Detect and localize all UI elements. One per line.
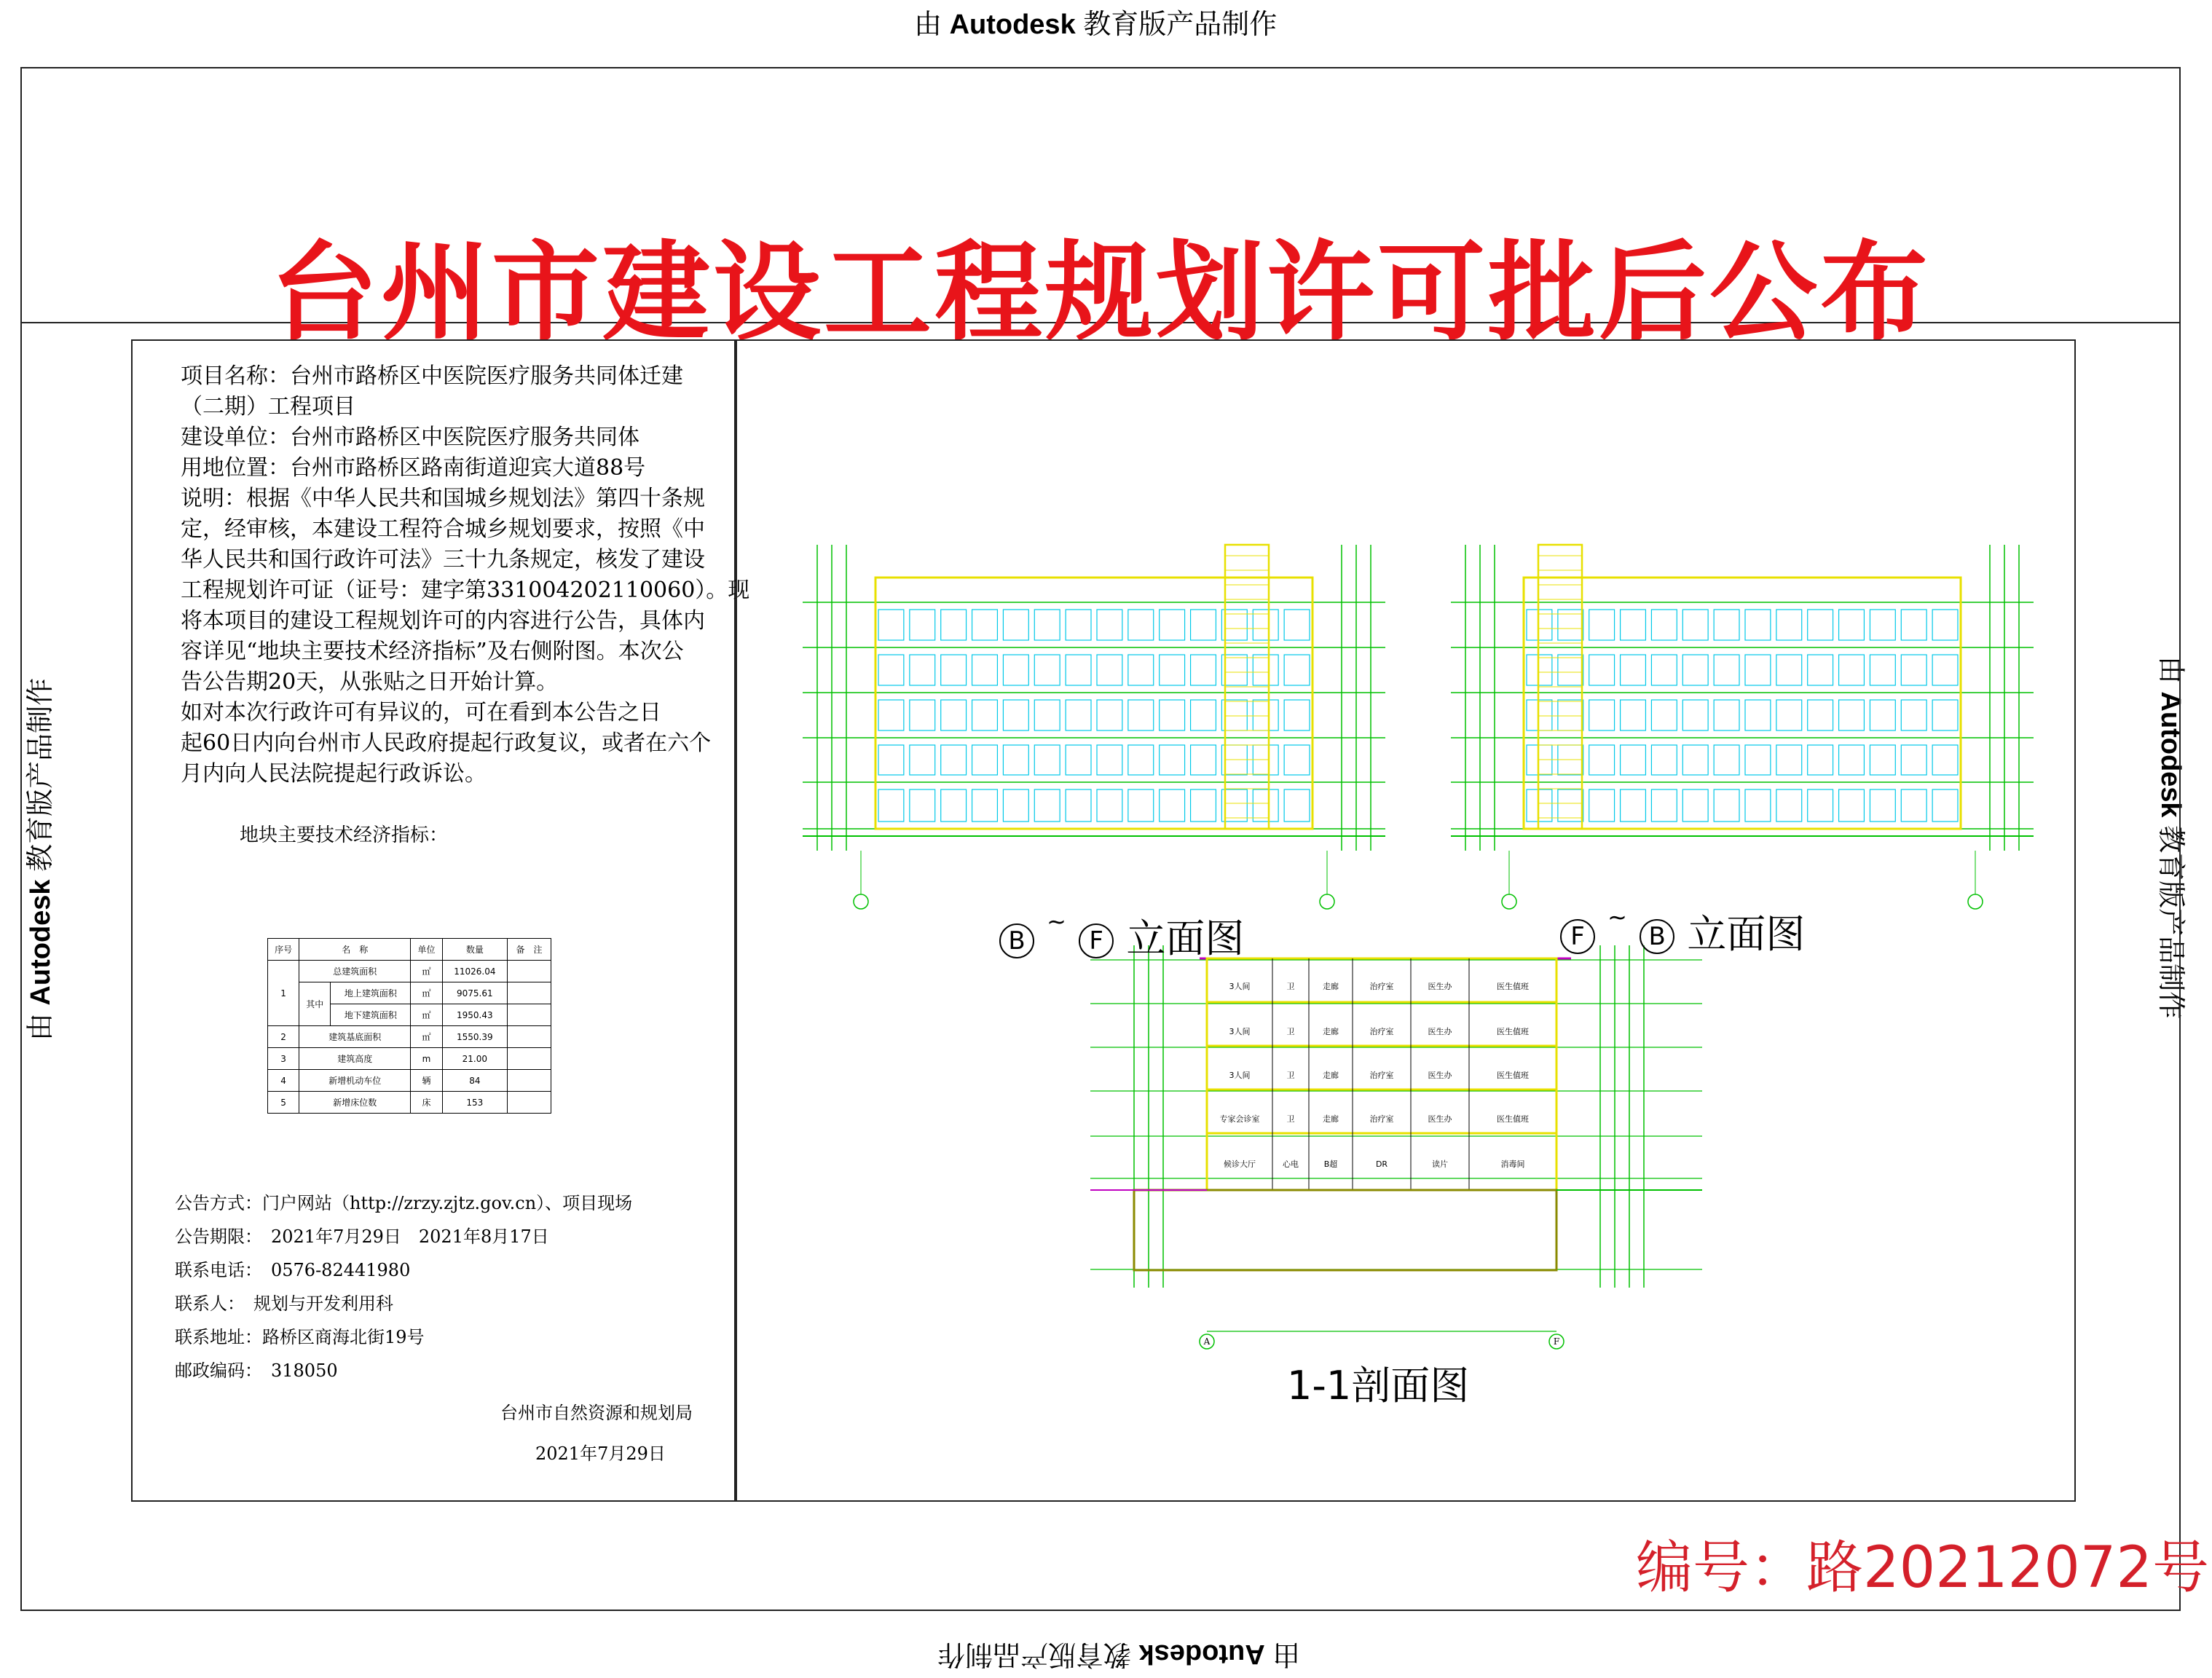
room-label: 医生值班 <box>1497 982 1529 991</box>
drawing-panel <box>736 339 2076 1502</box>
window <box>1097 610 1122 640</box>
window <box>1160 655 1185 685</box>
window <box>972 700 998 730</box>
table-cell: 9075.61 <box>442 982 507 1004</box>
room-label: 候诊大厅 <box>1224 1159 1256 1169</box>
room-label: 医生办 <box>1428 982 1452 991</box>
table-cell <box>508 1092 551 1114</box>
window <box>1191 745 1216 775</box>
window <box>1839 745 1865 775</box>
window <box>1191 655 1216 685</box>
window <box>1745 700 1771 730</box>
elevation-b-f-title: B ~ F 立面图 <box>999 907 1244 964</box>
table-cell: 1550.39 <box>442 1026 507 1048</box>
window <box>941 655 967 685</box>
window <box>1589 745 1615 775</box>
window <box>972 655 998 685</box>
indicators-title: 地块主要技术经济指标： <box>240 824 449 846</box>
watermark-left: 由 Autodesk 教育版产品制作 <box>25 677 56 1041</box>
table-cell: 新增床位数 <box>299 1092 411 1114</box>
basement-outline <box>1134 1190 1556 1270</box>
window <box>972 745 998 775</box>
axis-circle <box>1968 894 1983 909</box>
room-label: 医生值班 <box>1497 1071 1529 1080</box>
notice-line: 将本项目的建设工程规划许可的内容进行公告，具体内 <box>181 608 705 634</box>
table-cell: 辆 <box>411 1070 442 1092</box>
table-cell: 地上建筑面积 <box>331 982 411 1004</box>
window <box>1745 745 1771 775</box>
window <box>1034 789 1060 822</box>
room-label: 治疗室 <box>1369 982 1394 991</box>
window <box>1901 745 1926 775</box>
window <box>1066 610 1091 640</box>
window <box>1651 610 1677 640</box>
window <box>1066 655 1091 685</box>
window <box>1253 655 1278 685</box>
table-cell: 21.00 <box>442 1048 507 1070</box>
window <box>1714 745 1739 775</box>
window <box>972 610 998 640</box>
room-label: 医生办 <box>1428 1027 1452 1036</box>
table-cell: ㎡ <box>411 1026 442 1048</box>
axis-circle <box>854 894 868 909</box>
notice-line: 月内向人民法院提起行政诉讼。 <box>181 761 487 787</box>
window <box>1932 700 1958 730</box>
room-label: 消毒间 <box>1500 1159 1525 1169</box>
page-title: 台州市建设工程规划许可批后公布 <box>270 230 1931 355</box>
publicity-line: 联系人： 规划与开发利用科 <box>175 1293 393 1314</box>
table-header-cell: 单位 <box>411 939 442 961</box>
room-label: 治疗室 <box>1369 1071 1394 1080</box>
elevation-b-f <box>803 545 1385 909</box>
window <box>1932 789 1958 822</box>
window <box>1651 655 1677 685</box>
room-label: 治疗室 <box>1369 1027 1394 1036</box>
window <box>1128 655 1154 685</box>
title-block <box>20 67 2181 355</box>
window <box>1870 745 1895 775</box>
window <box>1901 655 1926 685</box>
notice-line: 用地位置：台州市路桥区路南街道迎宾大道88号 <box>181 455 646 481</box>
window <box>1160 610 1185 640</box>
axis-f-marker: F <box>1079 923 1114 958</box>
window <box>878 610 904 640</box>
room-label: 医生值班 <box>1497 1027 1529 1036</box>
table-cell <box>508 1004 551 1026</box>
notice-line: 定，经审核，本建设工程符合城乡规划要求，按照《中 <box>181 516 705 542</box>
window <box>1003 745 1028 775</box>
notice-line: 项目名称：台州市路桥区中医院医疗服务共同体迁建 <box>181 363 683 389</box>
room-label: 治疗室 <box>1369 1114 1394 1124</box>
notice-line: 如对本次行政许可有异议的，可在看到本公告之日 <box>181 700 661 725</box>
window <box>1808 700 1833 730</box>
window <box>1527 655 1552 685</box>
window <box>1128 789 1154 822</box>
watermark-top: 由 Autodesk 教育版产品制作 <box>914 9 1278 40</box>
window <box>1621 789 1646 822</box>
table-cell: ㎡ <box>411 961 442 982</box>
room-label: 走廊 <box>1323 1027 1339 1036</box>
window <box>1745 655 1771 685</box>
notice-line: 说明：根据《中华人民共和国城乡规划法》第四十条规 <box>181 486 705 511</box>
window <box>1870 655 1895 685</box>
table-row <box>268 1026 551 1048</box>
window <box>910 789 935 822</box>
window <box>1714 700 1739 730</box>
window <box>1621 700 1646 730</box>
window <box>941 610 967 640</box>
window <box>1034 655 1060 685</box>
table-cell: 建筑高度 <box>299 1048 411 1070</box>
window <box>1776 610 1802 640</box>
issuer: 台州市自然资源和规划局 <box>500 1403 693 1423</box>
window <box>1128 700 1154 730</box>
room-label: 专家会诊室 <box>1219 1114 1260 1124</box>
room-label: 走廊 <box>1323 1071 1339 1080</box>
table-cell <box>508 982 551 1004</box>
table-cell <box>508 961 551 982</box>
table-cell: 5 <box>268 1092 299 1114</box>
window <box>1284 700 1310 730</box>
elevation-f-b <box>1451 545 2034 909</box>
axis-circle <box>1320 894 1334 909</box>
room-label: 医生值班 <box>1497 1114 1529 1124</box>
window <box>1714 655 1739 685</box>
axis-label: F <box>1553 1336 1560 1347</box>
window <box>1870 789 1895 822</box>
window <box>1714 789 1739 822</box>
window <box>1128 610 1154 640</box>
publicity-line: 联系地址：路桥区商海北街19号 <box>175 1327 425 1347</box>
table-cell: 4 <box>268 1070 299 1092</box>
window <box>1714 610 1739 640</box>
window <box>1682 700 1708 730</box>
room-label: 3人间 <box>1229 1071 1251 1080</box>
window <box>878 789 904 822</box>
axis-circle <box>1502 894 1516 909</box>
window <box>1097 655 1122 685</box>
axis-label: A <box>1203 1336 1211 1347</box>
window <box>1745 789 1771 822</box>
window <box>1003 655 1028 685</box>
window <box>1284 745 1310 775</box>
table-cell: 1 <box>268 961 299 1026</box>
table-cell: 153 <box>442 1092 507 1114</box>
watermark-bottom: 由 Autodesk 教育版产品制作 <box>937 1639 1301 1669</box>
window <box>1776 745 1802 775</box>
section-title: 1-1剖面图 <box>1287 1363 1470 1409</box>
window <box>1253 700 1278 730</box>
issue-date: 2021年7月29日 <box>535 1443 666 1464</box>
notice-line: （二期）工程项目 <box>181 394 355 420</box>
window <box>1808 655 1833 685</box>
axis-f-marker: F <box>1560 919 1595 954</box>
publicity-line: 公告方式：门户网站（http://zrzy.zjtz.gov.cn）、项目现场 <box>175 1193 633 1213</box>
window <box>1527 789 1552 822</box>
table-row <box>268 1048 551 1070</box>
window <box>1651 700 1677 730</box>
window <box>1558 789 1583 822</box>
room-label: 医生办 <box>1428 1114 1452 1124</box>
window <box>1839 700 1865 730</box>
table-cell: 建筑基底面积 <box>299 1026 411 1048</box>
window <box>1682 745 1708 775</box>
window <box>1839 610 1865 640</box>
table-row <box>268 961 551 982</box>
window <box>1128 745 1154 775</box>
window <box>1003 789 1028 822</box>
publicity-line: 邮政编码： 318050 <box>175 1360 338 1381</box>
window <box>1621 610 1646 640</box>
table-header-cell: 数量 <box>442 939 507 961</box>
room-label: 3人间 <box>1229 1027 1251 1036</box>
table-cell: ㎡ <box>411 982 442 1004</box>
window <box>1776 655 1802 685</box>
window <box>1160 789 1185 822</box>
window <box>1932 610 1958 640</box>
window <box>1932 745 1958 775</box>
elevation-f-b-title: F ~ B 立面图 <box>1560 903 1805 959</box>
window <box>1097 700 1122 730</box>
notice-line: 告公告期20天，从张贴之日开始计算。 <box>181 669 559 695</box>
section-1-1 <box>1090 945 1702 1349</box>
notice-panel <box>131 339 750 1502</box>
window <box>1901 789 1926 822</box>
table-cell: m <box>411 1048 442 1070</box>
window <box>1651 789 1677 822</box>
window <box>1253 789 1278 822</box>
window <box>910 700 935 730</box>
room-label: 读片 <box>1432 1159 1448 1169</box>
table-row <box>268 1070 551 1092</box>
room-label: 卫 <box>1286 1114 1295 1124</box>
window <box>1097 745 1122 775</box>
window <box>1589 700 1615 730</box>
room-label: 卫 <box>1286 982 1295 991</box>
table-cell <box>508 1070 551 1092</box>
window <box>1682 610 1708 640</box>
window <box>1682 655 1708 685</box>
window <box>1651 745 1677 775</box>
room-label: 卫 <box>1286 1027 1295 1036</box>
window <box>1901 610 1926 640</box>
window <box>1160 700 1185 730</box>
table-cell: 总建筑面积 <box>299 961 411 982</box>
window <box>1558 655 1583 685</box>
table-cell: 新增机动车位 <box>299 1070 411 1092</box>
window <box>1621 655 1646 685</box>
window <box>1808 745 1833 775</box>
window <box>1003 610 1028 640</box>
notice-line: 起60日内向台州市人民政府提起行政复议，或者在六个 <box>181 730 712 756</box>
window <box>1034 610 1060 640</box>
window <box>1839 655 1865 685</box>
window <box>1776 789 1802 822</box>
window <box>1527 700 1552 730</box>
window <box>1870 700 1895 730</box>
window <box>1034 745 1060 775</box>
room-label: DR <box>1375 1159 1388 1169</box>
window <box>1589 789 1615 822</box>
table-cell: 2 <box>268 1026 299 1048</box>
window <box>878 745 904 775</box>
cad-drawings <box>737 341 2074 1500</box>
notice-line: 工程规划许可证（证号：建字第331004202110060）。现 <box>181 578 750 603</box>
publicity-line: 联系电话： 0576-82441980 <box>175 1260 411 1280</box>
room-label: 走廊 <box>1323 982 1339 991</box>
window <box>1160 745 1185 775</box>
window <box>941 700 967 730</box>
axis-b-marker: B <box>999 923 1034 958</box>
table-cell: 84 <box>442 1070 507 1092</box>
window <box>1932 655 1958 685</box>
notice-line: 建设单位：台州市路桥区中医院医疗服务共同体 <box>181 425 639 450</box>
serial-number: 编号：路20212072号 <box>1636 1535 2210 1601</box>
room-label: 走廊 <box>1323 1114 1339 1124</box>
window <box>1284 789 1310 822</box>
window <box>910 655 935 685</box>
window <box>1284 655 1310 685</box>
window <box>910 610 935 640</box>
notice-line: 华人民共和国行政许可法》三十九条规定，核发了建设 <box>181 547 705 572</box>
window <box>1558 700 1583 730</box>
window <box>1808 789 1833 822</box>
window <box>1284 610 1310 640</box>
window <box>1066 700 1091 730</box>
table-header-row <box>268 939 551 961</box>
window <box>1097 789 1122 822</box>
notice-line: 容详见“地块主要技术经济指标”及右侧附图。本次公 <box>181 639 684 664</box>
window <box>1839 789 1865 822</box>
window <box>1191 700 1216 730</box>
window <box>1034 700 1060 730</box>
window <box>1066 789 1091 822</box>
window <box>941 789 967 822</box>
window <box>1901 700 1926 730</box>
table-cell: 其中 <box>299 982 331 1026</box>
window <box>1066 745 1091 775</box>
table-header-cell: 名 称 <box>299 939 411 961</box>
table-cell: 床 <box>411 1092 442 1114</box>
indicators-table <box>267 938 551 1114</box>
window <box>1621 745 1646 775</box>
window <box>1682 789 1708 822</box>
window <box>878 655 904 685</box>
window <box>1589 610 1615 640</box>
room-label: 3人间 <box>1229 982 1251 991</box>
window <box>1589 655 1615 685</box>
window <box>1870 610 1895 640</box>
room-label: 心电 <box>1283 1159 1299 1169</box>
window <box>972 789 998 822</box>
window <box>1003 700 1028 730</box>
table-cell <box>508 1026 551 1048</box>
window <box>1745 610 1771 640</box>
watermark-right: 由 Autodesk 教育版产品制作 <box>2155 655 2186 1020</box>
axis-b-marker: B <box>1640 919 1674 954</box>
table-cell: 3 <box>268 1048 299 1070</box>
table-cell: 11026.04 <box>442 961 507 982</box>
table-cell: 地下建筑面积 <box>331 1004 411 1026</box>
window <box>878 700 904 730</box>
publicity-line: 公告期限： 2021年7月29日 2021年8月17日 <box>175 1226 549 1247</box>
window <box>910 745 935 775</box>
window <box>941 745 967 775</box>
table-cell <box>508 1048 551 1070</box>
table-row <box>268 982 551 1004</box>
window <box>1191 789 1216 822</box>
table-cell: ㎡ <box>411 1004 442 1026</box>
room-label: B超 <box>1323 1159 1338 1169</box>
window <box>1808 610 1833 640</box>
table-header-cell: 备 注 <box>508 939 551 961</box>
room-label: 医生办 <box>1428 1071 1452 1080</box>
room-label: 卫 <box>1286 1071 1295 1080</box>
window <box>1776 700 1802 730</box>
table-header-cell: 序号 <box>268 939 299 961</box>
table-cell: 1950.43 <box>442 1004 507 1026</box>
table-row <box>268 1092 551 1114</box>
window <box>1191 610 1216 640</box>
